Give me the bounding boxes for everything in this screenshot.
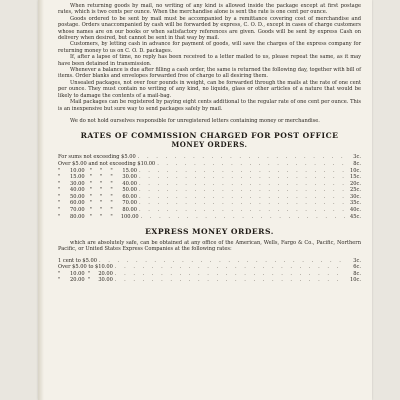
rate-row <box>58 214 361 221</box>
paragraph: Customers, by letting cash in advance for payment of goods, will save the charges of the express company for returning money to us on C. O. D. packages. <box>58 41 361 54</box>
document-page <box>38 0 372 400</box>
leader-dots <box>139 194 345 200</box>
rate-label: " 70.00 " " " 80.00 <box>58 207 138 214</box>
post-office-rates-heading <box>58 132 361 149</box>
rate-value: 40c. <box>350 207 361 214</box>
leader-dots <box>138 154 345 160</box>
leader-dots <box>139 207 345 213</box>
rate-label: " 80.00 " " " 100.00 <box>58 213 139 220</box>
rate-label: 1 cent to $5.00 <box>58 257 97 264</box>
rate-value: 8c. <box>353 160 361 167</box>
paragraph: Goods ordered to be sent by mail must be accompanied by a remittance covering cost of merchandise and postage. Orders unaccompanied by cash will be forwarded by express, C. O. D., except in cases of charge customers whose names are on our books or when satisfactory references are given. Goods will be sent by express Cash on delivery when desired, but cannot be sent in that way by mail. <box>58 15 361 42</box>
rate-label: " 10.00 " 20.00 <box>58 270 113 277</box>
express-rates-heading <box>58 228 361 237</box>
rate-row <box>58 207 361 214</box>
rate-label: For sums not exceeding $5.00 <box>58 154 136 161</box>
document-body <box>58 3 361 284</box>
rate-value: 20c. <box>350 180 361 187</box>
rate-label: " 60.00 " " " 70.00 <box>58 200 138 207</box>
leader-dots <box>157 161 345 167</box>
rate-value: 30c. <box>350 193 361 200</box>
rate-value: 3c. <box>353 257 361 264</box>
rate-row <box>58 161 361 168</box>
rate-row <box>58 258 361 265</box>
rate-value: 45c. <box>350 213 361 220</box>
rate-row <box>58 168 361 175</box>
rate-label: " 50.00 " " " 60.00 <box>58 193 138 200</box>
leader-dots <box>99 258 345 264</box>
rate-value: 10c. <box>350 277 361 284</box>
rate-value: 8c. <box>353 270 361 277</box>
leader-dots <box>139 187 345 193</box>
leader-dots <box>139 168 345 174</box>
rate-row <box>58 187 361 194</box>
leader-dots <box>115 271 345 277</box>
paragraph: If, after a lapse of time, no reply has been received to a letter mailed to us, please repeat the same, as it may have been detained in transmission. <box>58 54 361 67</box>
rate-label: Over $5.00 and not exceeding $10.00 <box>58 160 156 167</box>
rate-row <box>58 181 361 188</box>
rate-row <box>58 174 361 181</box>
leader-dots <box>139 174 345 180</box>
rate-label: " 40.00 " " " 50.00 <box>58 187 138 194</box>
rate-label: " 20.00 " 30.00 <box>58 277 113 284</box>
rate-row <box>58 194 361 201</box>
post-office-rates-title: RATES OF COMMISSION CHARGED FOR POST OFFICE <box>80 131 339 141</box>
rate-row <box>58 264 361 271</box>
leader-dots <box>115 264 345 270</box>
post-office-rates-subtitle: MONEY ORDERS. <box>171 139 248 149</box>
page-fold-shadow <box>38 0 44 400</box>
rate-row <box>58 271 361 278</box>
responsibility-note: We do not hold ourselves responsible for unregistered letters containing money or merchandise. <box>70 117 320 124</box>
rate-value: 3c. <box>353 154 361 161</box>
rate-row <box>58 277 361 284</box>
rate-value: 6c. <box>353 264 361 271</box>
post-office-rate-table <box>58 154 361 220</box>
rate-label: Over $5.00 to $10.00 <box>58 264 113 271</box>
express-rate-table <box>58 258 361 284</box>
express-intro: which are absolutely safe, can be obtained at any office of the American, Wells, Fargo & Co., Pacific, Northern Pacific, or United States Express Companies at the following rates: <box>58 239 361 253</box>
paragraph: Mail packages can be registered by paying eight cents additional to the regular rate of one cent per ounce. This is an inexpensive but sure way to send packages safely by mail. <box>58 99 361 112</box>
rate-row <box>58 154 361 161</box>
paragraph: Unsealed packages, not over four pounds in weight, can be forwarded through the mails at the rate of one cent per ounce. They must contain no writing of any kind, no liquids, glass or other articles of a nature that would be likely to damage the contents of a mail-bag. <box>58 79 361 99</box>
leader-dots <box>141 214 345 220</box>
leader-dots <box>139 200 345 206</box>
leader-dots <box>115 277 345 283</box>
rate-value: 25c. <box>350 187 361 194</box>
paragraph: Whenever a balance is due after filling a cash order, the same is returned the following day, together with bill of items. Order blanks and envelopes forwarded free of charge to all desiring them. <box>58 67 361 80</box>
rate-value: 10c. <box>350 167 361 174</box>
rate-value: 15c. <box>350 174 361 181</box>
express-rates-title: EXPRESS MONEY ORDERS. <box>145 227 274 237</box>
rate-label: " 10.00 " " " 15.00 <box>58 167 138 174</box>
paragraph: When returning goods by mail, no writing of any kind is allowed inside the package except at first postage rates, which is two cents per ounce. When the merchandise alone is sent the rate is one cent per ounce. <box>58 3 361 16</box>
rate-label: " 30.00 " " " 40.00 <box>58 180 138 187</box>
rate-row <box>58 200 361 207</box>
rate-value: 35c. <box>350 200 361 207</box>
leader-dots <box>139 181 345 187</box>
rate-label: " 15.00 " " " 30.00 <box>58 174 138 181</box>
